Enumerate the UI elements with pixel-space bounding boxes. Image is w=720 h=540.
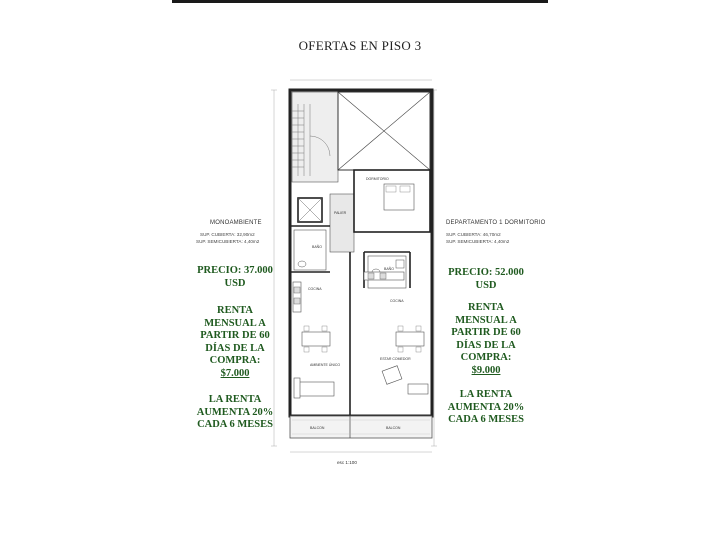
top-divider-bar (172, 0, 548, 3)
balcony (290, 416, 432, 438)
bathroom-left (294, 230, 326, 270)
increase-line: LA RENTA (208, 394, 262, 405)
increase-line: AUMENTA 20% (196, 406, 274, 418)
elevator (298, 198, 322, 222)
price-currency: USD (224, 277, 246, 289)
label-dormitorio: DORMITORIO (366, 177, 389, 181)
rent-line: PARTIR DE 60 (200, 330, 270, 341)
label-ambiente-unico: AMBIENTE ÚNICO (310, 363, 341, 367)
unit-spec-cubierta: SUP. CUBIERTA: 46,70m2 (446, 232, 501, 237)
label-balcon-left: BALCON (310, 426, 325, 430)
rent-line: MENSUAL A (204, 317, 266, 329)
label-cocina-right: COCINA (390, 299, 404, 303)
unit-name-1-dormitorio: DEPARTAMENTO 1 DORMITORIO (446, 220, 546, 226)
floor-plan (268, 76, 448, 464)
unit-spec-cubierta: SUP. CUBIERTA: 32,90m2 (200, 232, 255, 237)
dining-table-right (380, 326, 424, 361)
armchair-right (382, 366, 428, 394)
rent-line: COMPRA: (209, 355, 261, 366)
label-cocina-left: COCINA (308, 287, 322, 291)
courtyard (338, 92, 430, 170)
price-line: PRECIO: 52.000 (448, 267, 524, 278)
increase-line: CADA 6 MESES (448, 414, 524, 425)
unit-spec-semicubierta: SUP. SEMICUBIERTA: 4,40m2 (446, 239, 510, 244)
increase-line: LA RENTA (459, 389, 513, 400)
palier-area (330, 194, 354, 252)
unit-spec-semicubierta: SUP. SEMICUBIERTA: 4,40m2 (196, 239, 260, 244)
rent-line-part: 60 (510, 327, 521, 338)
label-estar-comedor: ESTAR COMEDOR (380, 357, 411, 361)
rent-line: DÍAS DE LA (205, 342, 265, 354)
increase-line: AUMENTA 20% (447, 401, 525, 413)
rent-line: MENSUAL A (455, 314, 517, 326)
price-line: PRECIO: 37.000 (197, 265, 273, 276)
unit-name-monoambiente: MONOAMBIENTE (210, 220, 262, 226)
label-bano-right: BAÑO (384, 267, 394, 271)
label-palier: PALIER (334, 211, 347, 215)
increase-line: CADA 6 MESES (197, 419, 273, 430)
bedroom (354, 170, 430, 232)
rent-line: COMPRA: (460, 352, 512, 363)
stair-block (292, 92, 338, 182)
page-title: OFERTAS EN PISO 3 (298, 38, 422, 53)
rent-amount: $9.000 (471, 364, 501, 376)
dining-table-left (302, 326, 340, 367)
rent-line-part: PARTIR DE (451, 327, 508, 338)
rent-line: DÍAS DE LA (456, 339, 516, 351)
label-bano-left: BAÑO (312, 245, 322, 249)
kitchen-left (293, 282, 322, 312)
price-currency: USD (475, 279, 497, 291)
sofa-left (294, 378, 334, 398)
rent-amount: $7.000 (220, 367, 250, 379)
label-balcon-right: BALCON (386, 426, 401, 430)
scale-label: esc 1:100 (337, 460, 357, 465)
rent-line: RENTA (217, 305, 253, 316)
rent-line: RENTA (468, 302, 504, 313)
